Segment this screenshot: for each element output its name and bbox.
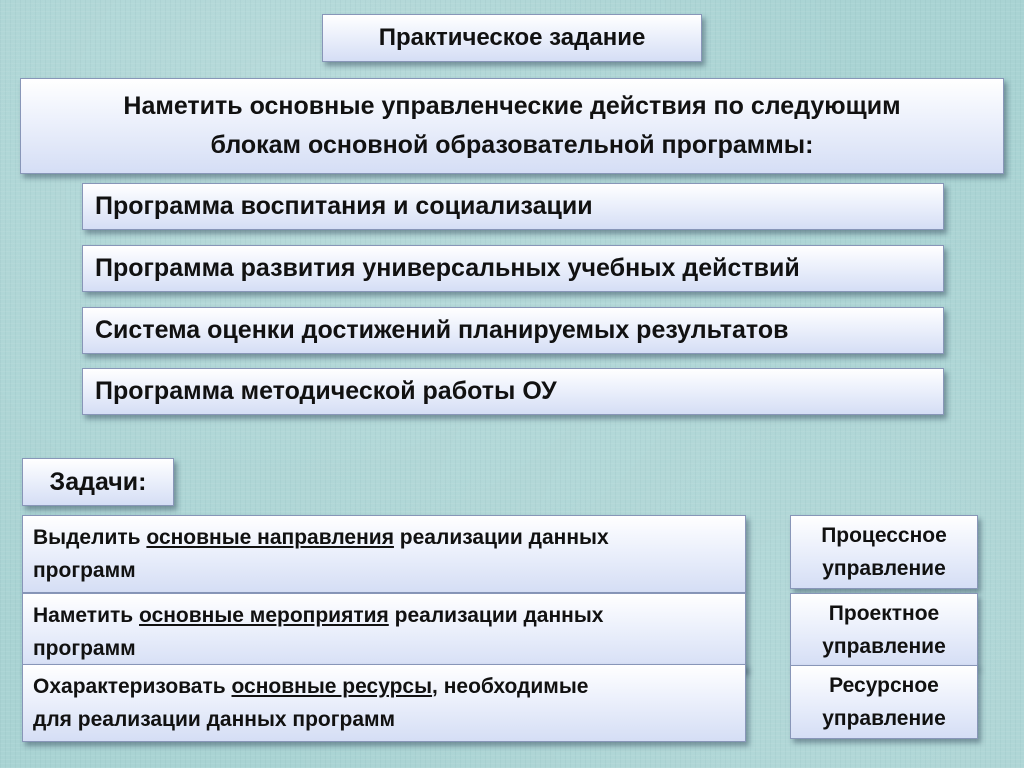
management-line-2: управление (822, 707, 946, 730)
management-line-1: Проектное (828, 602, 940, 625)
task-key-phrase: основные направления (146, 526, 394, 549)
management-line-2: управление (822, 635, 946, 658)
task-line-1 (33, 599, 735, 632)
management-line-1: Процессное (821, 524, 947, 547)
task-line-1 (33, 521, 735, 554)
program-block-label: Программа методической работы ОУ (95, 377, 557, 405)
task-suffix: реализации данных (388, 604, 604, 627)
task-key-phrase: основные мероприятия (139, 604, 389, 627)
task-row-activities (22, 593, 746, 671)
task-suffix: , необходимые (432, 675, 589, 698)
task-key-phrase: основные ресурсы (231, 675, 433, 698)
management-type-project (790, 593, 978, 667)
task-suffix: реализации данных (393, 526, 609, 549)
intro-line-2: блокам основной образовательной программы: (210, 131, 814, 159)
task-line-2: программ (33, 559, 136, 582)
intro-line-1: Наметить основные управленческие действия по следующим (123, 92, 901, 120)
task-line-2: программ (33, 637, 136, 660)
management-type-process (790, 515, 978, 589)
slide-title-text: Практическое задание (378, 24, 646, 51)
program-block-label: Программа воспитания и социализации (95, 192, 593, 220)
intro-panel (20, 78, 1004, 174)
task-row-resources (22, 664, 746, 742)
task-prefix: Выделить (33, 526, 147, 549)
management-line-1: Ресурсное (829, 674, 939, 697)
program-block-label: Система оценки достижений планируемых результатов (95, 316, 789, 344)
task-row-directions (22, 515, 746, 593)
intro-text (123, 87, 900, 165)
program-block-label: Программа развития универсальных учебных действий (95, 254, 800, 282)
program-block-assessment (82, 307, 944, 354)
program-block-upbringing (82, 183, 944, 230)
task-prefix: Охарактеризовать (33, 675, 232, 698)
management-type-resource (790, 665, 978, 739)
task-prefix: Наметить (33, 604, 140, 627)
program-block-methodical (82, 368, 944, 415)
tasks-heading (22, 458, 174, 506)
management-line-2: управление (822, 557, 946, 580)
slide-title (322, 14, 702, 62)
tasks-heading-text: Задачи: (49, 467, 147, 496)
task-line-2: для реализации данных программ (33, 708, 396, 731)
task-line-1 (33, 670, 735, 703)
program-block-learning-actions (82, 245, 944, 292)
